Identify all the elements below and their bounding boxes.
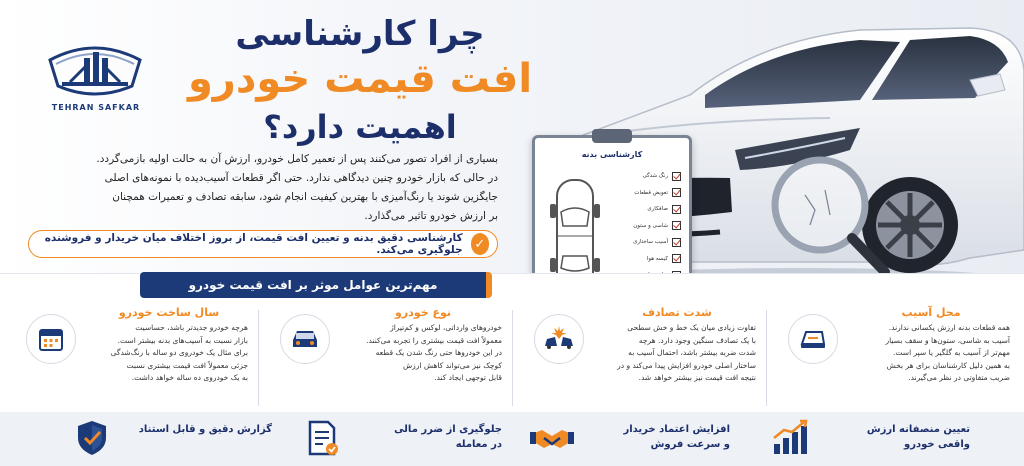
factor-description-line: آسیب به شاسی، ستون‌ها و سقف بسیار — [885, 335, 1010, 345]
intro-line: جایگزین شوند یا رنگ‌آمیزی با بهترین کیفیت انجام شود، سابقه تصادف و تعمیرات همچنان — [112, 191, 498, 203]
intro-paragraph — [38, 150, 498, 226]
tehran-safkar-logo — [40, 40, 150, 102]
factor-description-line: ساختار اصلی خودرو افزایش پیدا می‌کند و در — [617, 360, 756, 370]
benefit-label — [590, 422, 730, 452]
factor-card — [776, 304, 1016, 412]
factor-description-line: برای مثال یک خودروی دو ساله با رنگ‌شدگی — [110, 348, 248, 357]
car-front-icon — [280, 314, 330, 364]
factor-title: شدت تصادف — [642, 306, 712, 319]
checked-box-icon — [672, 254, 681, 263]
checked-box-icon — [672, 188, 681, 197]
factor-description-line: هرچه خودرو جدیدتر باشد، حساسیت — [135, 323, 248, 332]
logo-text: TEHRAN SAFKAR — [51, 103, 141, 112]
headline-line-1: چرا کارشناسی — [235, 14, 485, 54]
checklist-item — [605, 218, 681, 235]
factor-description — [840, 322, 1010, 385]
factor-description-line: نتیجه افت قیمت نیز بیشتر خواهد شد. — [638, 373, 756, 382]
checklist-items — [605, 168, 681, 284]
benefit-item — [770, 418, 970, 460]
checklist-item-label: صافکاری — [647, 206, 668, 213]
checklist-item — [605, 168, 681, 185]
benefit-label-line: تعیین منصفانه ارزش — [866, 424, 970, 435]
factor-description-line: خودروهای وارداتی، لوکس و کم‌تیراژ — [390, 323, 502, 332]
benefit-label-line: جلوگیری از ضرر مالی — [394, 424, 502, 435]
car-door-icon — [788, 314, 838, 364]
checked-box-icon — [672, 172, 681, 181]
factor-card — [522, 304, 762, 412]
factor-description-line: بازار نسبت به آسیب‌های بدنه بیشتر است. — [117, 335, 248, 345]
clipboard-clip — [592, 129, 632, 143]
card-divider — [512, 310, 513, 406]
factor-description-line: ضریب متفاوتی در نظر می‌گیرند. — [908, 373, 1010, 382]
shield-check-icon — [72, 418, 112, 458]
benefit-item — [530, 418, 730, 460]
benefit-label — [132, 422, 272, 437]
headline-line-3: اهمیت دارد؟ — [263, 108, 457, 146]
calendar-icon — [26, 314, 76, 364]
factor-description-line: معمولاً افت قیمت بیشتری را تجربه می‌کنند. — [366, 335, 502, 345]
factor-description-line: شدت ضربه بیشتر باشد، احتمال آسیب به — [628, 348, 756, 357]
benefit-label-line: گزارش دقیق و قابل استناد — [138, 424, 272, 435]
factor-description-line: جزئی معمولاً افت قیمت بیشتری نسبت — [126, 360, 248, 370]
handshake-icon — [530, 418, 570, 458]
document-icon — [302, 418, 342, 458]
factor-title: سال ساخت خودرو — [118, 306, 220, 319]
car-crash-icon — [534, 314, 584, 364]
factor-description-line: در این خودروها حتی رنگ شدن یک قطعه — [375, 348, 502, 357]
checklist-item-label: رنگ شدگی — [642, 173, 668, 180]
card-divider — [258, 310, 259, 406]
highlight-pill — [28, 230, 498, 258]
headline-line-2: افت قیمت خودرو — [187, 56, 533, 102]
benefit-label-line: و سرعت فروش — [650, 439, 730, 450]
factor-description — [78, 322, 248, 385]
factor-description — [586, 322, 756, 385]
benefit-label-line: در معامله — [455, 439, 502, 450]
section-title: مهم‌ترین عوامل موثر بر افت قیمت خودرو — [140, 272, 492, 298]
checkmark-badge-icon: ✓ — [471, 233, 489, 255]
checked-box-icon — [672, 221, 681, 230]
checklist-item-label: شاسی و ستون — [633, 222, 668, 229]
factor-description — [332, 322, 502, 385]
factor-description-line: کوچک نیز می‌تواند کاهش ارزش — [402, 360, 502, 370]
factor-title: نوع خودرو — [394, 306, 451, 319]
factor-description-line: با یک تصادف سنگین وجود دارد. هرچه — [638, 335, 756, 345]
checklist-item — [605, 185, 681, 202]
factor-card — [268, 304, 508, 412]
intro-line: در حالی که بازار خودرو چنین دیدگاهی ندارد. حتی اگر قطعات آسیب‌دیده با نمونه‌های اصلی — [104, 172, 498, 184]
checked-box-icon — [672, 238, 681, 247]
factor-title: محل آسیب — [901, 306, 961, 319]
intro-line: بسیاری از افراد تصور می‌کنند پس از تعمیر کامل خودرو، ارزش آن به حالت اولیه بازمی‌گردد. — [96, 153, 498, 165]
factor-description-line: تفاوت زیادی میان یک خط و خش سطحی — [627, 323, 756, 332]
factor-description-line: مهم‌تر از آسیب به گلگیر یا سپر است. — [893, 348, 1010, 357]
benefit-label-line: واقعی خودرو — [903, 439, 970, 450]
factor-card — [14, 304, 254, 412]
factor-description-line: قابل توجهی ایجاد کند. — [434, 373, 502, 382]
checklist-item — [605, 201, 681, 218]
factor-description-line: همه قطعات بدنه ارزش یکسانی ندارند. — [888, 323, 1010, 332]
highlight-text: کارشناسی دقیق بدنه و تعیین افت قیمت، از بروز اختلاف میان خریدار و فروشنده جلوگیری می‌کند. — [44, 232, 463, 256]
factor-description-line: به همین دلیل کارشناسان برای هر بخش — [886, 360, 1010, 370]
benefit-item — [302, 418, 502, 460]
benefit-item — [72, 418, 272, 460]
checklist-item — [605, 234, 681, 251]
benefit-label — [362, 422, 502, 452]
factor-description-line: به یک خودروی ده ساله خواهد داشت. — [131, 373, 248, 382]
benefit-label — [830, 422, 970, 452]
checklist-title: کارشناسی بدنه — [581, 150, 643, 159]
benefit-label-line: افزایش اعتماد خریدار — [623, 424, 730, 435]
intro-line: بر ارزش خودرو تاثیر می‌گذارد. — [364, 210, 498, 222]
card-divider — [766, 310, 767, 406]
checklist-item-label: تعویض قطعات — [634, 189, 668, 196]
checked-box-icon — [672, 205, 681, 214]
checklist-item-label: آسیب ساختاری — [633, 239, 668, 246]
checklist-item — [605, 251, 681, 268]
bar-chart-icon — [770, 418, 810, 458]
checklist-item-label: کیسه هوا — [646, 255, 668, 262]
